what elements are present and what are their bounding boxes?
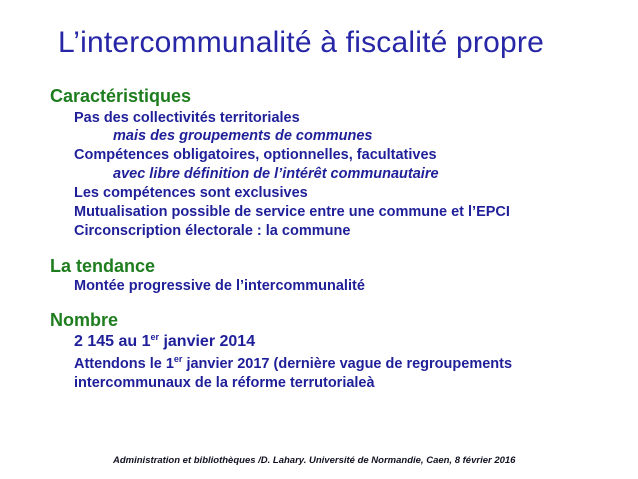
heading-caracteristiques: Caractéristiques — [50, 86, 192, 106]
list-item: Compétences obligatoires, optionnelles, facultatives — [74, 147, 437, 163]
slide-title: L’intercommunalité à fiscalité propre — [58, 26, 544, 59]
list-item: Pas des collectivités territoriales — [74, 110, 300, 126]
list-item: mais des groupements de communes — [113, 128, 373, 144]
footer-credit: Administration et bibliothèques /D. Lahary. Université de Normandie, Caen, 8 février 2016 — [113, 455, 516, 466]
list-item: avec libre définition de l’intérêt communautaire — [113, 166, 439, 182]
list-item: Mutualisation possible de service entre une commune et l’EPCI — [74, 204, 510, 220]
text-part: Attendons le 1 — [74, 356, 174, 372]
list-item — [74, 354, 512, 372]
superscript: er — [150, 332, 160, 342]
list-item: Les compétences sont exclusives — [74, 185, 308, 201]
list-item: Montée progressive de l’intercommunalité — [74, 278, 365, 294]
text-part: 2 145 au 1 — [74, 333, 151, 350]
heading-nombre: Nombre — [50, 310, 119, 330]
text-part: janvier 2017 (dernière vague de regroupements — [182, 356, 513, 372]
heading-tendance: La tendance — [50, 256, 156, 276]
text-part: janvier 2014 — [159, 333, 256, 350]
list-item: Circonscription électorale : la commune — [74, 223, 351, 239]
superscript: er — [173, 354, 183, 364]
list-item: intercommunaux de la réforme terrutorialeà — [74, 375, 375, 391]
list-item — [74, 332, 255, 351]
